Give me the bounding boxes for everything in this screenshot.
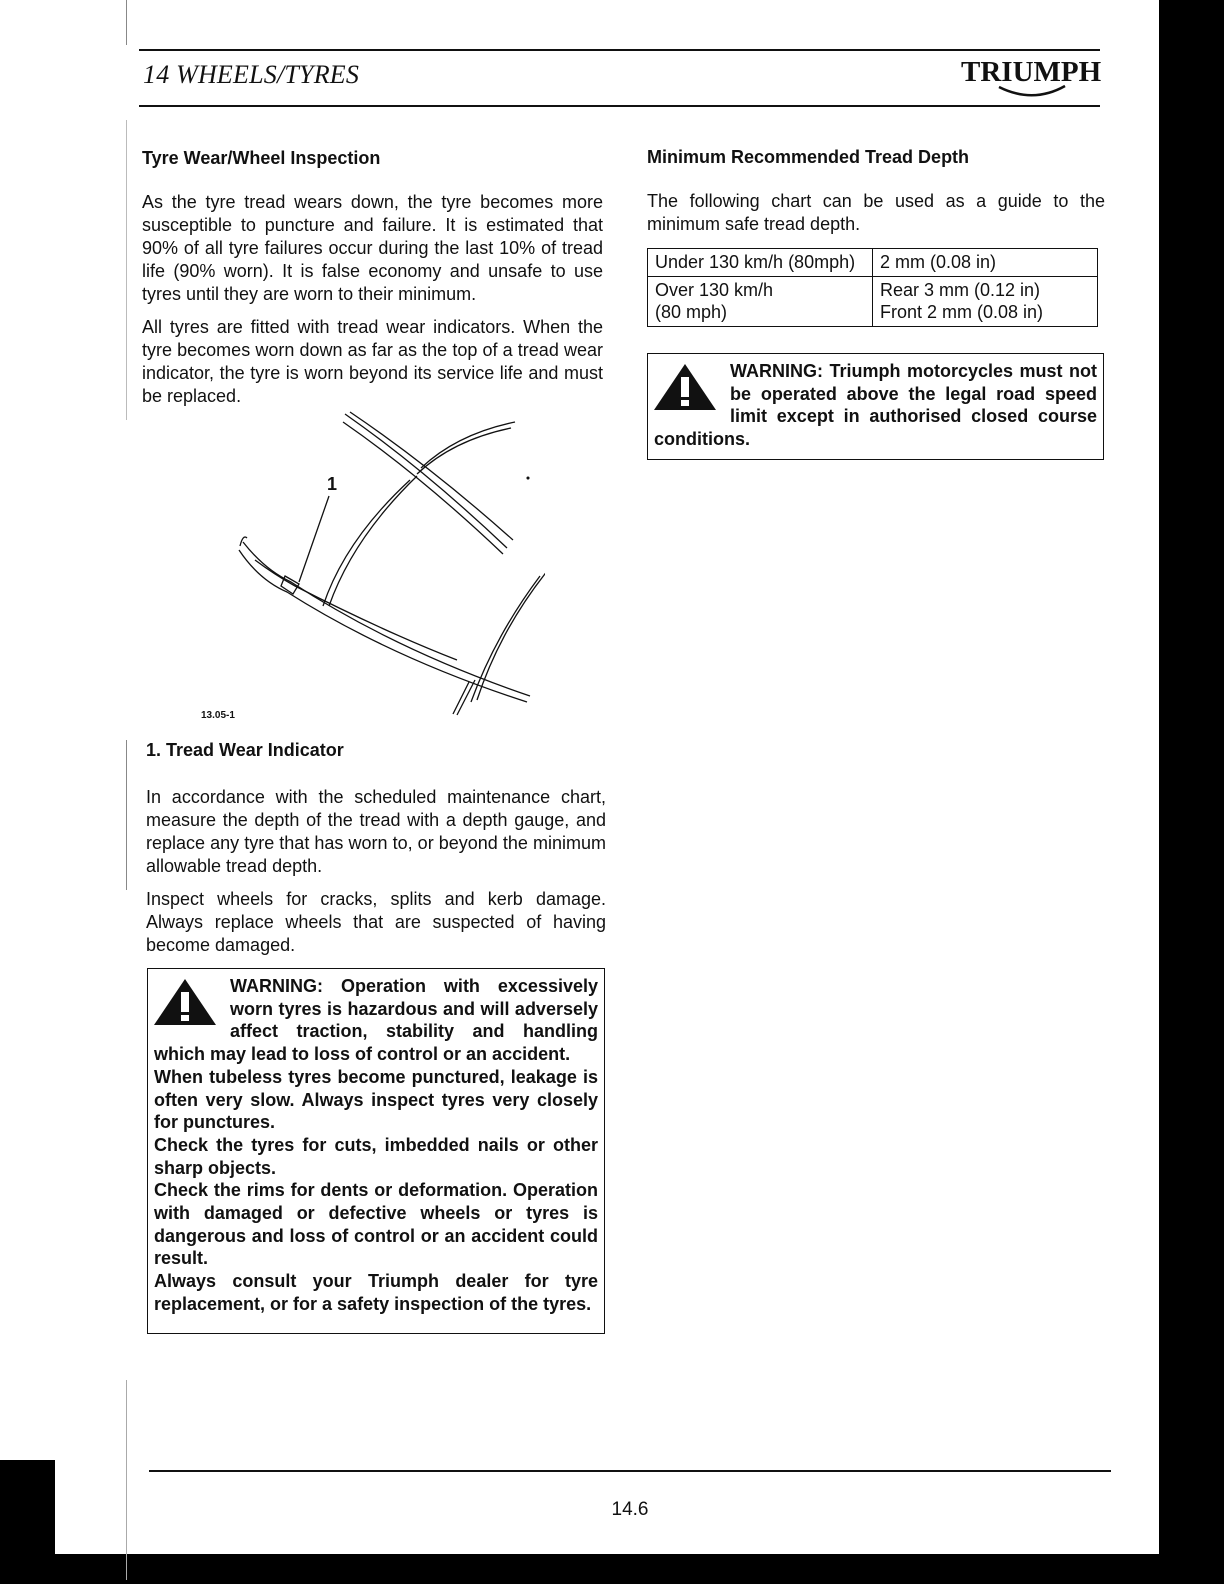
header-bottom-rule	[139, 105, 1100, 107]
logo-swoosh-icon	[961, 56, 1101, 100]
brand-logo-text: TRIUMPH	[961, 56, 1102, 88]
figure-callout-1: 1	[327, 474, 338, 494]
tyre-warning-text-4: Check the rims for dents or deformation. Operation with damaged or defective wheels or tyres is dangerous and loss of control or an accident could result.	[154, 1180, 598, 1269]
right-column	[647, 147, 1105, 236]
warning-triangle-icon	[154, 979, 216, 1025]
table-cell-depth-rear: Rear 3 mm (0.12 in)	[880, 279, 1041, 300]
table-row	[648, 249, 1098, 277]
tyre-warning-text-1: WARNING: Operation with excessively worn tyres is hazardous and will adversely affect traction, stability and handling which may lead to loss of control or an accident.	[154, 976, 598, 1065]
speed-warning-text: WARNING: Triumph motorcycles must not be operated above the legal road speed limit except in authorised closed course conditions.	[654, 361, 1097, 450]
scan-line	[126, 120, 127, 420]
table-cell-depth	[873, 276, 1098, 326]
table-cell-depth-front: Front 2 mm (0.08 in)	[880, 302, 1044, 322]
page-number: 14.6	[611, 1499, 649, 1520]
section-title: 14 WHEELS/TYRES	[143, 60, 360, 89]
scan-line	[126, 1380, 127, 1580]
tread-depth-heading: Minimum Recommended Tread Depth	[647, 147, 970, 167]
header-top-rule	[139, 49, 1100, 51]
tyre-warning-text-3: Check the tyres for cuts, imbedded nails or other sharp objects.	[154, 1134, 598, 1178]
tread-wear-indicator-figure	[195, 410, 545, 730]
inspection-paragraph-2: Inspect wheels for cracks, splits and kerb damage. Always replace wheels that are suspected of having become damaged.	[146, 889, 606, 955]
table-cell-speed-line-1: Over 130 km/h	[655, 279, 774, 300]
brand-logo	[961, 56, 1101, 100]
tyre-wear-paragraph-1: As the tyre tread wears down, the tyre becomes more susceptible to puncture and failure. It is estimated that 90% of all tyre failures occur during the last 10% of tread life (90% worn). It is false economy and unsafe to use tyres until they are worn to their minimum.	[142, 192, 603, 304]
tyre-warning-text-5: Always consult your Triumph dealer for tyre replacement, or for a safety inspection of the tyres.	[154, 1271, 598, 1314]
table-cell-speed-line-2: (80 mph)	[655, 302, 728, 322]
tyre-wear-paragraph-2: All tyres are fitted with tread wear indicators. When the tyre becomes worn down as far as the top of a tread wear indicator, the tyre is worn beyond its service life and must be replaced.	[142, 317, 603, 406]
speed-warning-box	[647, 353, 1104, 460]
scan-line	[126, 740, 127, 890]
tread-depth-intro: The following chart can be used as a guide to the minimum safe tread depth.	[647, 191, 1105, 234]
scan-border-left	[0, 1460, 55, 1584]
inspection-paragraph-1: In accordance with the scheduled maintenance chart, measure the depth of the tread with a depth gauge, and replace any tyre that has worn to, or beyond the minimum allowable tread depth.	[146, 787, 606, 876]
left-column-lower	[146, 740, 606, 957]
figure-caption: 1. Tread Wear Indicator	[146, 740, 344, 760]
figure-reference: 13.05-1	[201, 710, 235, 721]
tyre-warning-text-2: When tubeless tyres become punctured, leakage is often very slow. Always inspect tyres very closely for punctures.	[154, 1066, 598, 1133]
table-cell-speed: Under 130 km/h (80mph)	[648, 249, 873, 277]
scan-line	[126, 0, 127, 45]
tread-depth-table	[647, 248, 1098, 327]
table-cell-speed	[648, 276, 873, 326]
tyre-section-illustration	[195, 410, 545, 730]
tyre-warning-box	[147, 968, 605, 1334]
table-row	[648, 276, 1098, 326]
scan-border-right	[1159, 0, 1224, 1584]
footer-rule	[149, 1470, 1111, 1472]
scan-border-bottom	[55, 1554, 1224, 1584]
warning-triangle-icon	[654, 364, 716, 410]
table-cell-depth: 2 mm (0.08 in)	[873, 249, 1098, 277]
left-column	[142, 148, 603, 408]
tyre-wear-heading: Tyre Wear/Wheel Inspection	[142, 148, 381, 168]
